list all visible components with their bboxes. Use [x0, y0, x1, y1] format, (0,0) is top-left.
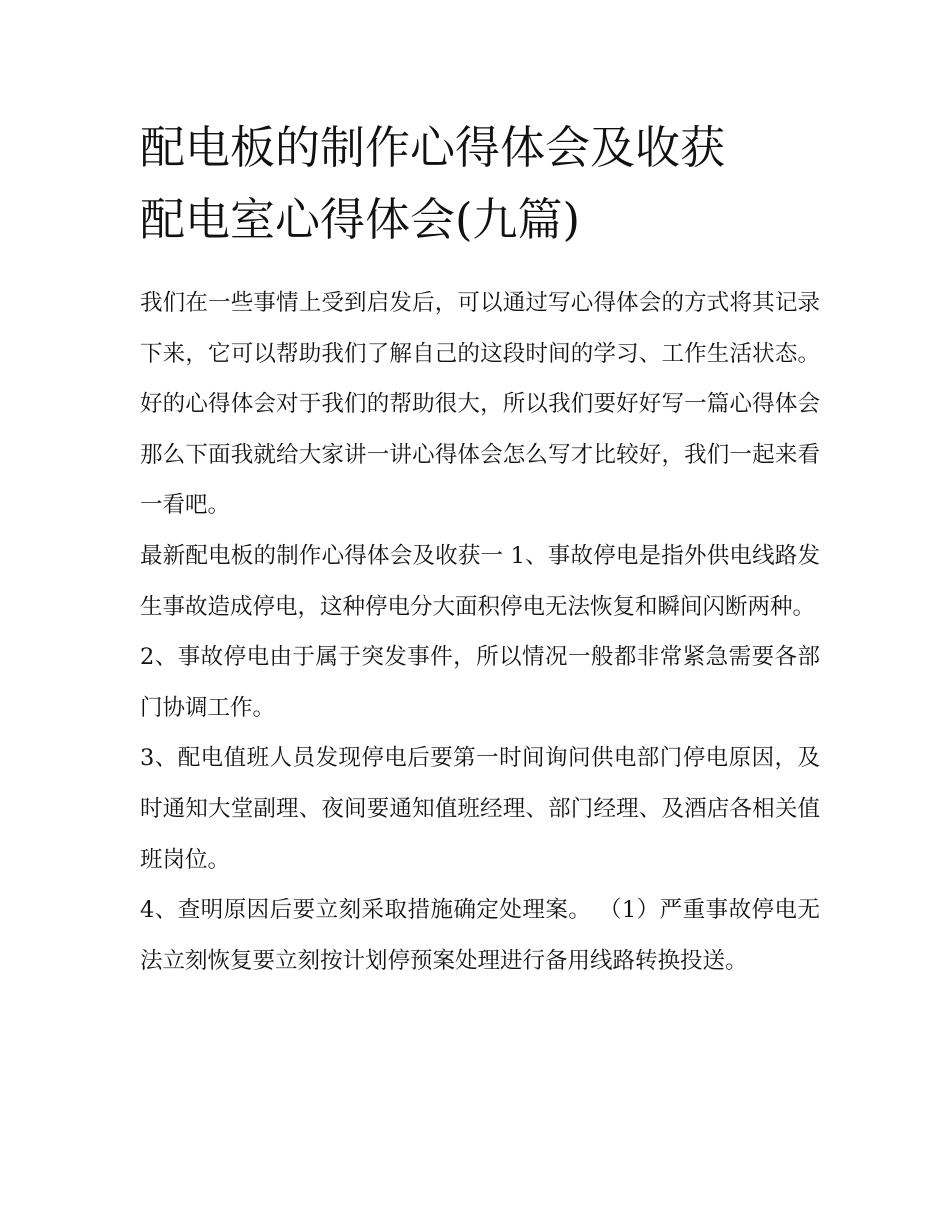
paragraph-item-2: 2、事故停电由于属于突发事件，所以情况一般都非常紧急需要各部门协调工作。 — [140, 644, 820, 721]
paragraph-intro: 我们在一些事情上受到启发后，可以通过写心得体会的方式将其记录下来，它可以帮助我们了解自己的这段时间的学习、工作生活状态。好的心得体会对于我们的帮助很大，所以我们要好好写一篇心得体会那么下面我就给大家讲一讲心得体会怎么写才比较好，我们一起来看一看吧。 — [140, 290, 820, 519]
document-title — [140, 112, 820, 256]
document-body — [140, 112, 820, 986]
title-line-2: 配电室心得体会(九篇) — [140, 193, 581, 246]
paragraph-item-1: 最新配电板的制作心得体会及收获一 1、事故停电是指外供电线路发生事故造成停电，这种停电分大面积停电无法恢复和瞬间闪断两种。 — [140, 542, 820, 620]
title-line-1: 配电板的制作心得体会及收获 — [140, 121, 726, 174]
paragraph-item-4: 4、查明原因后要立刻采取措施确定处理案。 （1）严重事故停电无法立刻恢复要立刻按计划停预案处理进行备用线路转换投送。 — [140, 897, 820, 974]
paragraph-item-3: 3、配电值班人员发现停电后要第一时间询问供电部门停电原因，及时通知大堂副理、夜间要通知值班经理、部门经理、及酒店各相关值班岗位。 — [140, 745, 820, 873]
